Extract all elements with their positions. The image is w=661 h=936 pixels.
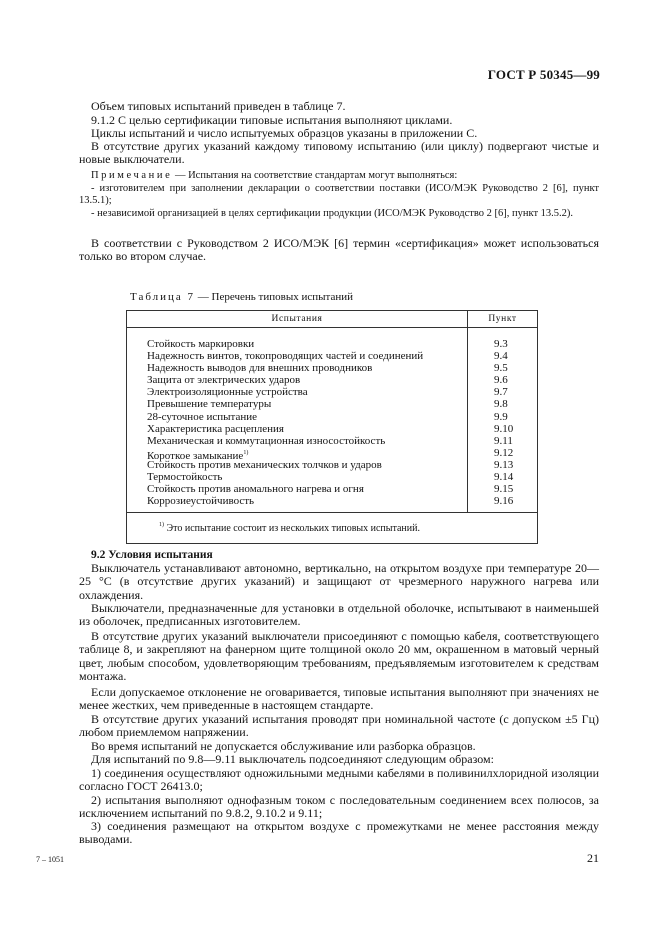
table-row-clause: 9.10 — [494, 422, 514, 435]
paragraph-certification-term: В соответствии с Руководством 2 ИСО/МЭК [6] термин «сертификация» может использоваться только во втором случае. — [79, 236, 599, 264]
section-9-2-cable-mounting: В отсутствие других указаний выключатели присоединяют с помощью кабеля, соответствующего таблице 8, и закрепляют на фанерном щите толщиной около 20 мм, окрашенном в матовый черный цвет, любым способом, удовлетворяющим требованиям, предъявляемым изготовителем к средствам монтажа. — [79, 629, 599, 684]
paragraph-cycles: Циклы испытаний и число испытуемых образцов указаны в приложении С. — [91, 126, 478, 140]
footnote-mark: 1) — [243, 449, 249, 456]
table-row-name: Термостойкость — [147, 471, 223, 484]
table7-caption — [130, 291, 353, 303]
note-item-independent: - независимой организацией в целях сертификации продукции (ИСО/МЭК Руководство 2 [6], пункт 13.5.2). — [91, 208, 574, 219]
table7-col-clause: Пункт — [468, 311, 538, 328]
paragraph-table7-ref: Объем типовых испытаний приведен в таблице 7. — [91, 99, 346, 113]
table-row-clause: 9.14 — [494, 471, 514, 484]
table-row-clause: 9.15 — [494, 483, 514, 496]
section-9-2-heading: 9.2 Условия испытания — [91, 549, 213, 561]
table-row-name: Короткое замыкание — [147, 449, 244, 462]
table-row-clause: 9.3 — [494, 338, 508, 350]
section-9-2-installation: Выключатель устанавливают автономно, вертикально, на открытом воздухе при температуре 20—25 °С (в отсутствие других указаний) и защищают от чрезмерного наружного нагрева или охлаждения. — [79, 561, 599, 602]
table-row-clause: 9.4 — [494, 350, 508, 363]
table-row-clause: 9.12 — [494, 446, 514, 459]
section-9-2-tolerance: Если допускаемое отклонение не оговаривается, типовые испытания выполняют при значениях не менее жестких, чем приведенные в настоящем стандарте. — [79, 685, 599, 713]
section-9-2-enclosure: Выключатели, предназначенные для установки в отдельной оболочке, испытывают в наименьшей из оболочек, предписанных изготовителем. — [79, 601, 599, 629]
table-row-clause: 9.8 — [494, 398, 508, 411]
section-9-2-frequency: В отсутствие других указаний испытания проводят при номинальной частоте (с допуском ±5 Гц) любом приемлемом напряжении. — [79, 712, 599, 740]
table7-footnote — [127, 513, 538, 544]
page-number: 21 — [587, 851, 599, 865]
print-code: 7 – 1051 — [36, 855, 64, 864]
footnote-mark: 1) — [159, 522, 164, 529]
note-label: Примечание — [91, 170, 173, 181]
table-row-clause: 9.7 — [494, 386, 508, 399]
table-row-name: Защита от электрических ударов — [147, 374, 301, 387]
table-row-name: Надежность винтов, токопроводящих частей и соединений — [147, 350, 424, 363]
table-row-name: 28-суточное испытание — [147, 410, 257, 423]
table-row-name: Механическая и коммутационная износостойкость — [147, 434, 386, 447]
section-9-2-no-maintenance: Во время испытаний не допускается обслуживание или разборка образцов. — [91, 739, 476, 753]
table-row-name: Коррозиеустойчивость — [147, 495, 255, 508]
table7-clause-numbers — [468, 328, 538, 513]
table-row-clause: 9.16 — [494, 495, 514, 508]
table-row-clause: 9.11 — [494, 434, 513, 447]
document-id-header: ГОСТ Р 50345—99 — [487, 67, 600, 82]
table-row-name: Стойкость маркировки — [147, 338, 255, 350]
paragraph-9-1-2: 9.1.2 С целью сертификации типовые испытания выполняют циклами. — [91, 113, 453, 127]
table-row-name: Превышение температуры — [147, 398, 272, 411]
note-text: — Испытания на соответствие стандартам могут выполняться: — [172, 170, 458, 181]
section-9-2-connection-intro: Для испытаний по 9.8—9.11 выключатель подсоединяют следующим образом: — [91, 752, 494, 766]
table-row-clause: 9.6 — [494, 374, 508, 387]
table7-footnote-row — [127, 513, 538, 544]
table7 — [126, 310, 538, 544]
section-9-2-item-3: 3) соединения размещают на открытом воздухе с промежутками не менее расстояния между выводами. — [79, 819, 599, 847]
table7-header-row — [127, 311, 538, 328]
table7-body-row — [127, 328, 538, 513]
paragraph-new-switches: В отсутствие других указаний каждому типовому испытанию (или циклу) подвергают чистые и новые выключатели. — [79, 139, 599, 167]
section-9-2-item-2: 2) испытания выполняют однофазным током с последовательным соединением всех полюсов, за исключением испытаний по 9.8.2, 9.10.2 и 9.11; — [79, 793, 599, 821]
note-intro — [91, 170, 599, 182]
table-row-name-with-footnote — [147, 447, 461, 462]
table-row-name: Стойкость против аномального нагрева и огня — [147, 483, 364, 496]
table7-caption-label: Таблица 7 — [130, 291, 196, 303]
table7-caption-title: — Перечень типовых испытаний — [195, 291, 353, 303]
section-9-2-item-1: 1) соединения осуществляют одножильными медными кабелями в поливинилхлоридной изоляции согласно ГОСТ 26413.0; — [79, 766, 599, 794]
footnote-text: Это испытание состоит из нескольких типовых испытаний. — [166, 523, 420, 535]
table-row-name: Характеристика расцепления — [147, 422, 284, 435]
table-row-name: Стойкость против механических толчков и ударов — [147, 458, 382, 471]
table7-test-names — [127, 328, 468, 513]
table7-col-test: Испытания — [127, 311, 468, 328]
note-item-manufacturer: - изготовителем при заполнении декларации о соответствии поставки (ИСО/МЭК Руководство 2 [6], пункт 13.5.1); — [79, 183, 599, 207]
table-row-clause: 9.5 — [494, 362, 508, 375]
table-row-clause: 9.9 — [494, 410, 508, 423]
table-row-clause: 9.13 — [494, 458, 514, 471]
table-row-name: Электроизоляционные устройства — [147, 386, 308, 399]
table-row-name: Надежность выводов для внешних проводников — [147, 362, 373, 375]
